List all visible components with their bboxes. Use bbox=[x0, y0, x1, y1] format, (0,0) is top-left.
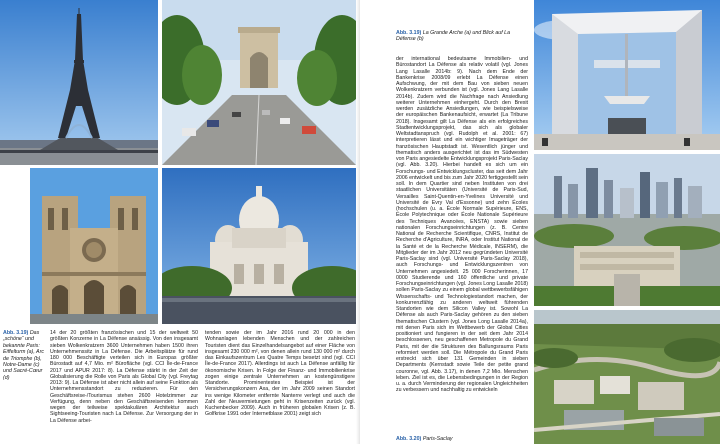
caption-text: Das „schöne“ und bekannte Paris: Eiffelturm (a), Arc de Triomphe (b), Notre-Dame (c) und Sacré-Cœur (d) bbox=[3, 330, 45, 381]
paragraph: der international bedeutsame Immobilien- und Bürostandort La Défense als relativ volatil (vgl. Jones Lang Lasalle 2014b: 9). Nach dem Ende der Bankenkrise 2008/09 erlebt La Défense einen Aufschwung, der mit dem Bau von sieben neuen Wolkenkratzern verbunden ist (vgl. Jones Lang Lasalle 2014b). Zudem wird die Nachfrage nach Ansiedlung weiterer Unternehmen einhergeht. Durch den Brexit werden zusätzliche Ansiedlungen, wie beispielsweise der europäischen Bankenaufsicht, erwartet (La Tribune 2018). Insgesamt gilt La Défense als ein erfolgreiches Stadtentwicklungsprojekt, das sich als globaler Weltstadtanspruch (vgl. Rudolph et al. 2001: 67) interpretieren lässt und ein wichtiger Imageträger der französischen Hauptstadt ist. Wesentlich jünger und thematisch anders ausgerichtet ist das im Südwesten von Paris angesiedelte Entwicklungsprojekt Paris-Saclay (vgl. Abb. 3.20). Hierbei handelt es sich um ein Forschungs- und Entwicklungscluster, das seit dem Jahr 2006 entwickelt und bis zum Jahr 2020 fertiggestellt sein soll. In dem Quartier sind neben Instituten von drei staatlichen Universitäten (Université de Paris-Sud, Versailles Saint-Quentin-en-Yvelines Université und Université de Evry Val d'Essonne) und zehn Écoles (hochschulen (u. a. École Normale Supérieure, ENS, École Polytechnique oder École Nationale Supérieure des Techniques Avancées, ENSTA) sowie sieben nationalen Forschungseinrichtungen (z. B. Centre National de Recherche Scientifique, CNRS, Institut de Recherche d'Agriculture, INRA, oder Institut National de la Santé et de la Recherche Médicale, INSERM), die Mitglieder der im Jahr 2012 neu gegründeten Université Paris-Saclay sind (vgl. Université Paris-Saclay 2018), auch Forschungs- und Entwicklungszentren von Unternehmen angesiedelt. 25 000 Forscherinnen, 17 0000 Studierende und 160 öffentliche und private Forschungseinrichtungen (vgl. Jones Long Lasalle 2018) sollen Paris-Saclay zu einem global wettbewerbsfähigen Wissenschafts- und Technologiestandort machen, der konkurrenzfähig zu anderen weltweit führenden Standorten wie dem Silicon Valley ist. Sowohl La Défense als auch Paris-Saclay gehören zu den sieben thematischen Clustern (vgl. Jones Long Lasalle 2014a), mit denen Paris sich im Wettbewerb der Global Cities positioniert und fungieren in der seit dem Jahr 2014 beschlossenen, neu geschaffenen Metropole du Grand Paris, mit der die Strukturen des Ballungsraums Paris reformiert werden soll. Die Métropole du Grand Paris erstreckt sich über 131 Gemeinden in sieben Departments (Kernstadt sowie Teile der petite grand couronne, vgl. Abb. 3.17), in denen 7,2 Mio. Menschen leben. Ziel ist es, die Lebensbedingungen in der Region u. a. durch Verminderung der regionalen Ungleichheiten zu verbessern und nachhaltig zu entwickeln bbox=[396, 56, 528, 394]
text-column-1 bbox=[50, 330, 198, 442]
caption-number: Abb. 3.20) bbox=[396, 436, 422, 442]
eiffel-tower-photo bbox=[0, 0, 158, 165]
paris-saclay-aerial-photo bbox=[534, 310, 720, 444]
caption-number: Abb. 3.19) bbox=[396, 30, 422, 36]
figure-caption-bottom bbox=[396, 436, 528, 442]
grande-arche-photo bbox=[534, 0, 720, 150]
la-defense-skyline-photo bbox=[534, 154, 720, 306]
text-column-2 bbox=[205, 330, 355, 442]
caption-text: Paris-Saclay bbox=[422, 436, 453, 442]
caption-text: La Grande Arche (a) und Blick auf La Défense (b) bbox=[396, 30, 511, 43]
arc-de-triomphe-photo bbox=[162, 0, 356, 165]
paragraph: tenden sowie der im Jahr 2016 rund 20 000 in den Wohnanlagen lebenden Menschen und der zahlreichen Touristen dient das Einzelhandelsangebot auf einer Fläche von insgesamt 230 000 m², von denen allein rund 130 000 m² durch das Einkaufszentrum Les Quatre Temps besetzt sind (vgl. CCI Île-de-France 2017). Allerdings ist auch La Défense anfällig für ökonomische Krisen. In Folge der Finanz- und Immobilienkrise zogen einige zentrale Unternehmen an kostengünstigere Standorte. Prominentestes Beispiel ist der Versicherungskonzern Axa, der im Jahr 2009 seinen Standort ins wenige Kilometer entfernte Nanterre verlegt und auch die Zahl der Neuvermietungen geht in Krisenzeiten zurück (vgl. Kuchenbecker 2009). Auch in früheren globalen Krisen (z. B. Golfkrise 1991 oder Internetblase 2001) zeigt sich bbox=[205, 330, 355, 418]
notre-dame-photo bbox=[30, 168, 158, 324]
figure-caption-left bbox=[3, 330, 45, 381]
sacre-coeur-photo bbox=[162, 168, 356, 324]
caption-number: Abb. 3.19) bbox=[3, 330, 29, 336]
right-page bbox=[360, 0, 720, 444]
paragraph: 14 der 20 größten französischen und 15 der weltweit 50 größten Konzerne in La Défense ansässig. Von den insgesamt sieben Wolkenkratzern 3600 Unternehmen haben 1500 ihren Unternehmenssitz in La Défense. Die Arbeitsplätze für rund 180 000 Beschäftigte verteilen sich in Europas größter Bürostadt auf 4,7 Mio. m² Bürofläche (vgl. CCI Île-de-France 2017 und APUR 2017: 8). La Défense stärkt in der Zeit der Globalisierung die Rolle von Paris als Global City (vgl. Freytag 2013: 9). La Défense ist aber nicht allein auf seine Funktion als Unternehmensstandort zu reduzieren. Für den Geschäftsreise-/Tourismus stehen 2600 Hotelzimmer zur Verfügung, denn neben den Geschäftsreisenden kommen wegen der teilweise spektakulären Architektur auch Sightseeing-Touristen nach La Défense. Zur Versorgung der in La Défense arbei- bbox=[50, 330, 198, 424]
main-text-column bbox=[396, 56, 528, 430]
figure-caption-top bbox=[396, 30, 528, 43]
